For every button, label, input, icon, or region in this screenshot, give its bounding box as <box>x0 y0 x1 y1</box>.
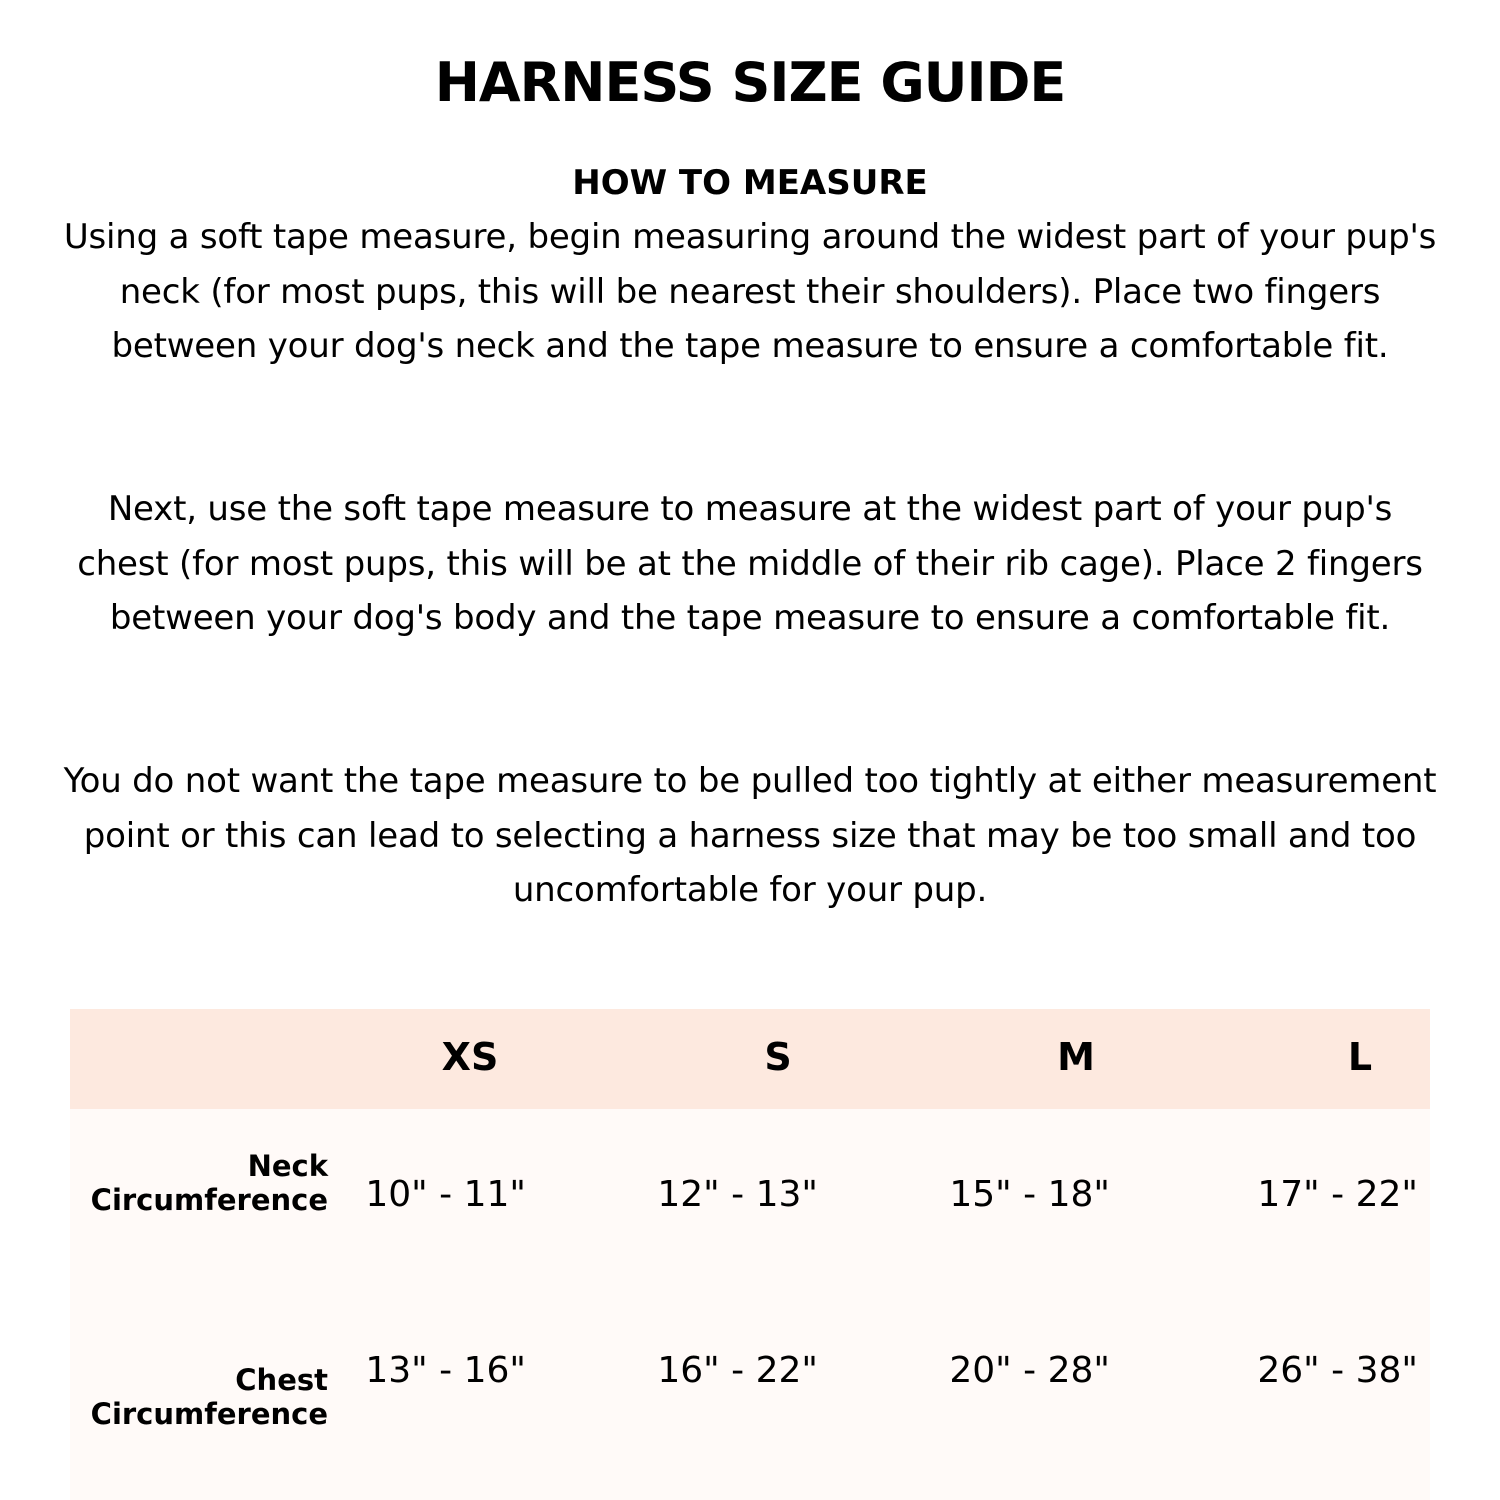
instruction-paragraph-neck: Using a soft tape measure, begin measuring around the widest part of your pup's neck (for most pups, this will be nearest their shoulders). Place two fingers between your dog's neck and the tape measure to ensure a comfortable fit. <box>63 217 1437 367</box>
cell-chest-s: 16" - 22" <box>657 1350 818 1391</box>
column-header-s: S <box>764 1035 792 1079</box>
column-header-l: L <box>1347 1035 1373 1079</box>
cell-chest-l: 26" - 38" <box>1257 1350 1418 1391</box>
row-label-line1: Neck <box>247 1149 328 1183</box>
row-label-line2: Circumference <box>90 1397 328 1431</box>
cell-chest-xs: 13" - 16" <box>365 1350 526 1391</box>
how-to-measure-heading: HOW TO MEASURE <box>572 163 928 203</box>
page-title: HARNESS SIZE GUIDE <box>434 51 1066 114</box>
cell-neck-s: 12" - 13" <box>657 1174 818 1215</box>
size-table <box>70 1009 1430 1500</box>
instruction-paragraph-tightness: You do not want the tape measure to be pulled too tightly at either measurement point or this can lead to selecting a harness size that may be too small and too uncomfortable for your pup. <box>63 761 1437 911</box>
row-label-line2: Circumference <box>90 1183 328 1217</box>
row-label-line1: Chest <box>235 1363 328 1397</box>
instruction-paragraph-chest: Next, use the soft tape measure to measure at the widest part of your pup's chest (for most pups, this will be at the middle of their rib cage). Place 2 fingers between your dog's body and the tape measure to ensure a comfortable fit. <box>77 489 1423 639</box>
size-table-header <box>70 1009 1430 1109</box>
cell-neck-m: 15" - 18" <box>949 1174 1110 1215</box>
cell-neck-xs: 10" - 11" <box>365 1174 526 1215</box>
column-header-m: M <box>1057 1035 1095 1079</box>
column-header-xs: XS <box>441 1035 499 1079</box>
cell-neck-l: 17" - 22" <box>1257 1174 1418 1215</box>
cell-chest-m: 20" - 28" <box>949 1350 1110 1391</box>
